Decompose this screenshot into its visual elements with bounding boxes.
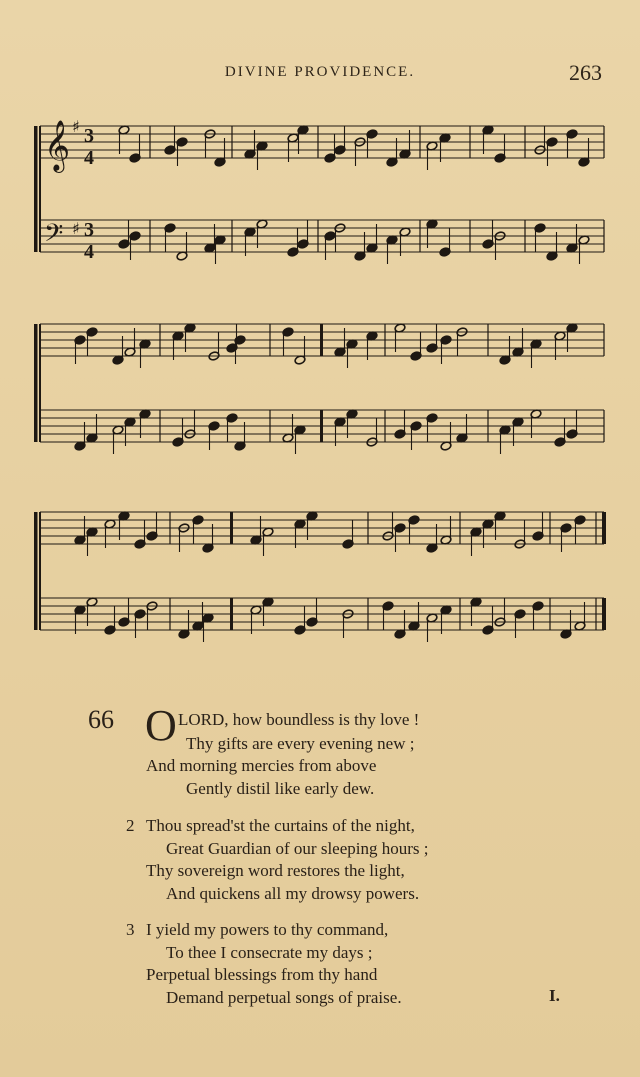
final-barline-treble xyxy=(602,512,606,544)
heavy-barline-treble-s3-1 xyxy=(230,512,233,544)
stanza-1-line-1: LORD, how boundless is thy love ! xyxy=(178,710,420,729)
heavy-barline-bass-s2-1 xyxy=(320,410,323,442)
stanza-3-number: 3 xyxy=(126,920,135,939)
system-brace-s1 xyxy=(34,126,38,252)
bass-key-sharp-icon: ♯ xyxy=(72,219,80,238)
stanza-3-line-4: Demand perpetual songs of praise. xyxy=(166,988,402,1007)
stanza-1-line-4: Gently distil like early dew. xyxy=(186,779,375,798)
stanza-3-line-1: I yield my powers to thy command, xyxy=(146,920,389,939)
stanza-2-line-1: Thou spread'st the curtains of the night, xyxy=(146,816,415,835)
bass-time-signature-bottom: 4 xyxy=(84,241,94,263)
stanza-2-line-4: And quickens all my drowsy powers. xyxy=(166,884,420,903)
meter-mark: I. xyxy=(549,986,560,1005)
stanza-2-line-3: Thy sovereign word restores the light, xyxy=(146,861,405,880)
stanza-2-number: 2 xyxy=(126,816,135,835)
time-signatures xyxy=(84,125,94,263)
stanza-3-line-2: To thee I consecrate my days ; xyxy=(166,943,373,962)
heavy-barline-treble-s2-1 xyxy=(320,324,323,356)
hymn-number: 66 xyxy=(88,705,114,734)
page-header-title: DIVINE PROVIDENCE. xyxy=(224,64,416,80)
treble-clef-icon: 𝄞 xyxy=(44,120,71,171)
system-brace-s3 xyxy=(34,512,38,630)
stanza-1-line-2: Thy gifts are every evening new ; xyxy=(186,734,415,753)
treble-time-signature-bottom: 4 xyxy=(84,147,94,169)
page-number: 263 xyxy=(569,60,602,85)
treble-time-signature-top: 3 xyxy=(84,125,94,147)
system-brace-s2 xyxy=(34,324,38,442)
staff-systems xyxy=(34,117,606,642)
stanza-2-line-2: Great Guardian of our sleeping hours ; xyxy=(166,839,429,858)
bass-clef-icon: 𝄢 xyxy=(44,219,64,254)
treble-key-sharp-icon: ♯ xyxy=(72,117,80,136)
stanza-3-line-3: Perpetual blessings from thy hand xyxy=(146,965,378,984)
heavy-barline-bass-s3-1 xyxy=(230,598,233,630)
bass-time-signature-top: 3 xyxy=(84,219,94,241)
hymn-dropcap: O xyxy=(145,701,177,750)
stanza-1-line-3: And morning mercies from above xyxy=(146,756,377,775)
final-barline-bass xyxy=(602,598,606,630)
